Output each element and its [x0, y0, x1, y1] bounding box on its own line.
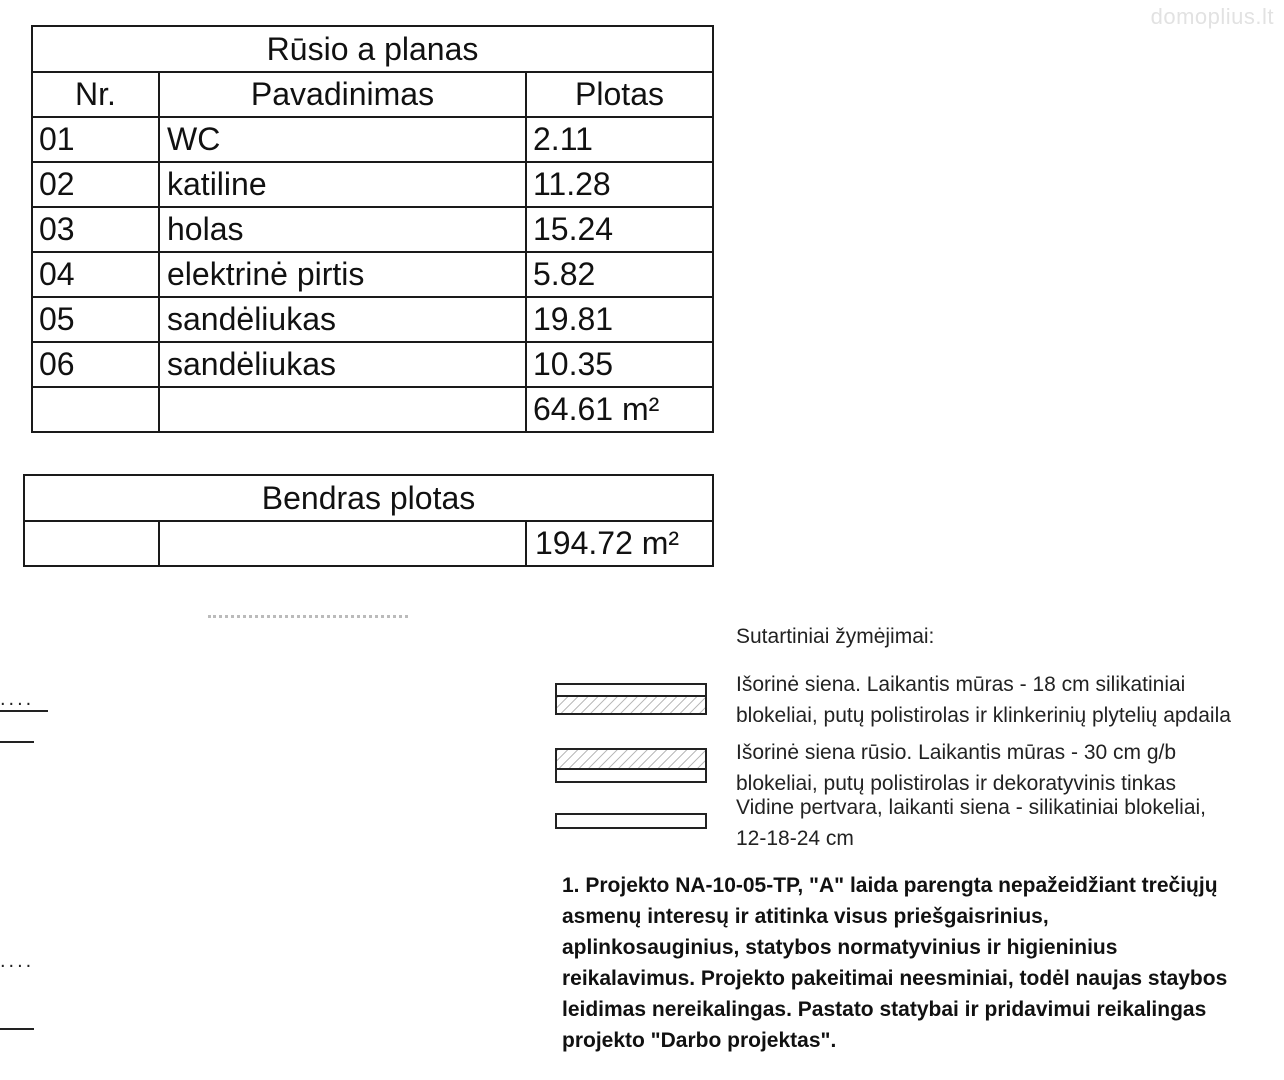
room-name: WC: [159, 117, 526, 162]
table-row: [32, 207, 713, 252]
room-nr: 01: [32, 117, 159, 162]
header-nr: Nr.: [32, 72, 159, 117]
note-line: asmenų interesų ir atitinka visus priešgaisrinius,: [562, 905, 1049, 928]
table-row: [32, 297, 713, 342]
partition-wall-symbol: [555, 813, 707, 829]
empty-cell: [32, 387, 159, 432]
dash-mark: [0, 741, 34, 743]
dash-mark: [0, 1028, 34, 1030]
legend-item: [736, 737, 1256, 799]
legend-item-line: Išorinė siena. Laikantis mūras - 18 cm silikatiniai: [736, 673, 1186, 696]
symbol-band-hatched: [555, 695, 707, 715]
empty-cell: [159, 387, 526, 432]
room-area: 15.24: [526, 207, 713, 252]
room-area: 11.28: [526, 162, 713, 207]
symbol-band: [555, 768, 707, 783]
room-nr: 02: [32, 162, 159, 207]
room-nr: 05: [32, 297, 159, 342]
project-note: [562, 870, 1246, 1056]
header-area: Plotas: [526, 72, 713, 117]
watermark: domoplius.lt: [1150, 4, 1274, 29]
total-row: [32, 387, 713, 432]
room-area: 5.82: [526, 252, 713, 297]
table-row: [32, 117, 713, 162]
dots-mark: ....: [0, 688, 35, 710]
legend-item-line: Vidine pertvara, laikanti siena - silikatiniai blokeliai,: [736, 796, 1207, 819]
total-area-value: 194.72 m²: [526, 521, 713, 566]
room-area: 10.35: [526, 342, 713, 387]
note-line: 1. Projekto NA-10-05-TP, "A" laida parengta nepažeidžiant trečiųjų: [562, 874, 1218, 897]
symbol-band-hatched: [555, 748, 707, 770]
legend-item: [736, 792, 1256, 854]
legend-item: [736, 669, 1256, 731]
table-row: [32, 162, 713, 207]
legend-title: Sutartiniai žymėjimai:: [736, 625, 935, 648]
legend-item-line: 12-18-24 cm: [736, 827, 854, 850]
room-name: sandėliukas: [159, 297, 526, 342]
note-line: aplinkosauginius, statybos normatyvinius ir higieninius: [562, 936, 1118, 959]
note-line: reikalavimus. Projekto pakeitimai neesminiai, todėl naujas staybos: [562, 967, 1228, 990]
total-area-title: Bendras plotas: [24, 475, 713, 521]
legend-item-line: blokeliai, putų polistirolas ir dekoratyvinis tinkas: [736, 772, 1177, 795]
note-line: projekto "Darbo projektas".: [562, 1029, 837, 1052]
room-nr: 04: [32, 252, 159, 297]
room-name: sandėliukas: [159, 342, 526, 387]
room-nr: 03: [32, 207, 159, 252]
legend-item-line: Išorinė siena rūsio. Laikantis mūras - 30 cm g/b: [736, 741, 1177, 764]
total-area-table: [23, 474, 714, 567]
empty-cell: [24, 521, 159, 566]
underline-mark: [0, 710, 48, 712]
room-name: elektrinė pirtis: [159, 252, 526, 297]
table-row: [32, 252, 713, 297]
empty-cell: [159, 521, 526, 566]
symbol-band: [555, 813, 707, 829]
table-row: [32, 342, 713, 387]
note-line: leidimas nereikalingas. Pastato statybai ir pridavimui reikalingas: [562, 998, 1207, 1021]
header-name: Pavadinimas: [159, 72, 526, 117]
room-name: katiline: [159, 162, 526, 207]
basement-wall-symbol: [555, 748, 707, 783]
rooms-total: 64.61 m²: [526, 387, 713, 432]
dots-mark: ....: [0, 950, 35, 972]
room-name: holas: [159, 207, 526, 252]
room-area: 19.81: [526, 297, 713, 342]
exterior-wall-symbol: [555, 683, 707, 715]
room-area: 2.11: [526, 117, 713, 162]
rooms-table-title: Rūsio a planas: [32, 26, 713, 72]
cut-off-text-line: [208, 612, 428, 622]
legend-item-line: blokeliai, putų polistirolas ir klinkerinių plytelių apdaila: [736, 704, 1231, 727]
room-nr: 06: [32, 342, 159, 387]
rooms-table: [31, 25, 714, 433]
